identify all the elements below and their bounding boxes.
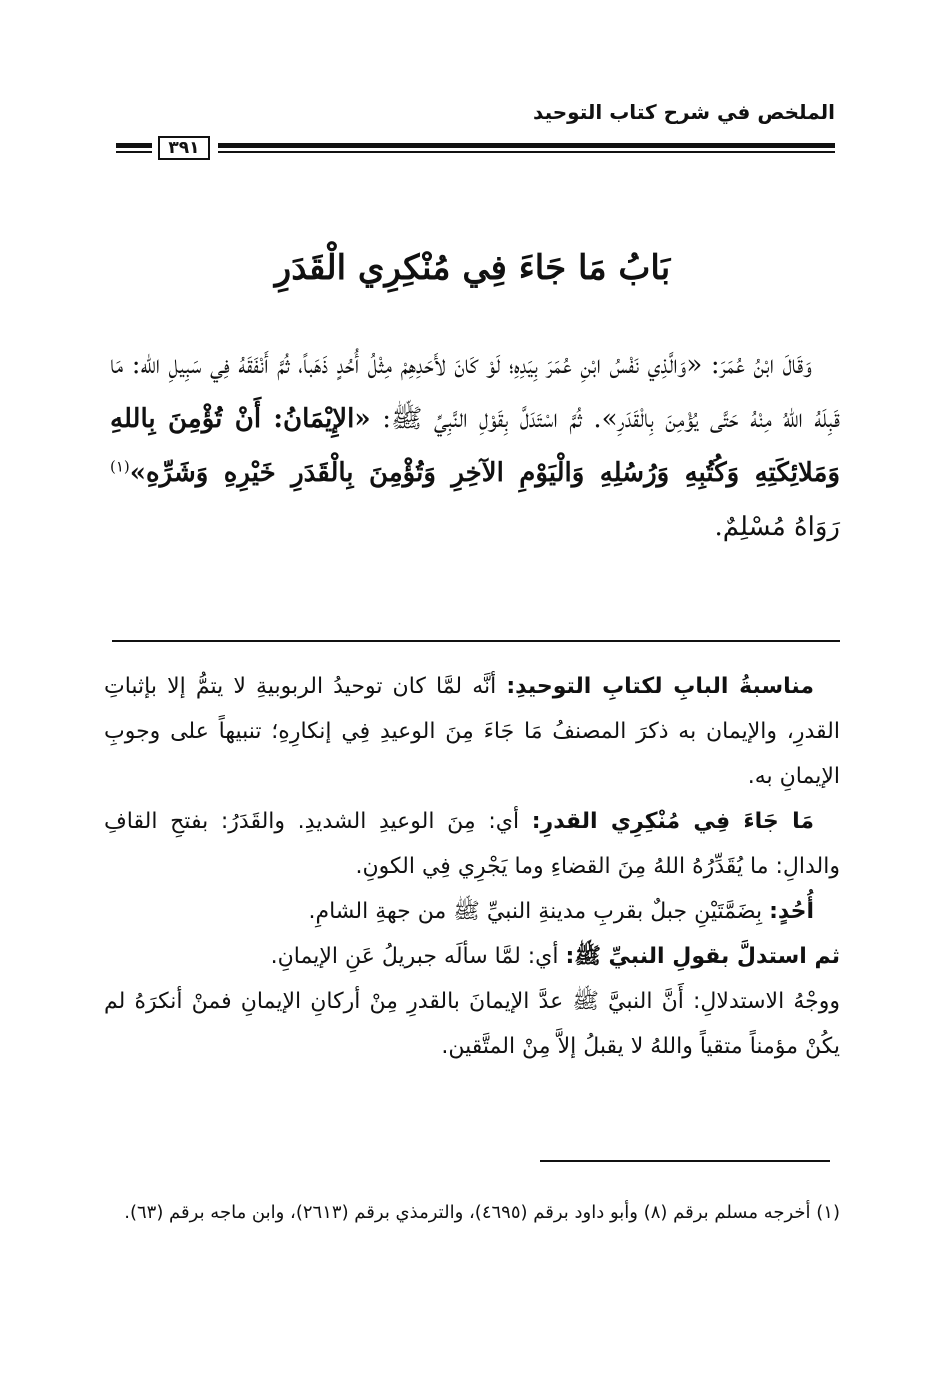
page-number-box: ٣٩١ <box>158 136 210 160</box>
header-rule-thin <box>218 151 835 153</box>
footnote: (١) أخرجه مسلم برقم (٨) وأبو داود برقم (٤٦٩٥)، والترمذي برقم (٢٦١٣)، وابن ماجه برقم (٦٣). <box>124 1202 840 1223</box>
matn-ending: رَوَاهُ مُسْلِمٌ. <box>714 512 840 542</box>
footnote-divider <box>540 1160 830 1162</box>
matn-text <box>110 338 840 554</box>
commentary-paragraph <box>104 889 840 934</box>
matn-hadith: «الإِيْمَانُ: أَنْ تُؤْمِنَ بِاللهِ وَمَلائِكَتِهِ وَكُتُبِهِ وَرُسُلِهِ وَالْيَوْمِ الآخِرِ وَتُؤْمِنَ بِالْقَدَرِ خَيْرِهِ وَشَرِّهِ» <box>110 404 840 488</box>
commentary-text: أي: مِنَ الوعيدِ الشديدِ. والقَدَرُ: بفتحِ القافِ والدالِ: ما يُقَدِّرُهُ اللهُ مِنَ القضاءِ وما يَجْرِي فِي الكونِ. <box>104 809 840 879</box>
running-title: الملخص في شرح كتاب التوحيد <box>533 100 835 124</box>
commentary-paragraph <box>104 979 840 1069</box>
header-rule-left-thin <box>116 151 152 153</box>
commentary-paragraph <box>104 934 840 979</box>
header-rule-left-thick <box>116 143 152 148</box>
chapter-title: بَابُ مَا جَاءَ فِي مُنْكِرِي الْقَدَرِ <box>274 248 671 288</box>
header-rule-thick <box>218 143 835 148</box>
commentary-term: أُحُدٍ: <box>769 899 814 924</box>
commentary-text: أنَّه لمَّا كان توحيدُ الربوبيةِ لا يتمُّ إلا بإثباتِ القدرِ، والإيمان به ذكرَ المصنفُ مَا جَاءَ مِنَ الوعيدِ فِي إنكارِهِ؛ تنبيهاً على وجوبِ الإيمانِ به. <box>104 674 840 789</box>
commentary-text: أي: لمَّا سألَه جبريلُ عَنِ الإيمانِ. <box>270 944 566 969</box>
section-divider <box>112 640 840 642</box>
commentary-paragraph <box>104 664 840 799</box>
commentary-term: مناسبةُ البابِ لكتابِ التوحيدِ: <box>506 674 814 699</box>
commentary-paragraph <box>104 799 840 889</box>
footnote-reference: (١) <box>110 457 130 476</box>
matn-part1: وَقَالَ ابْنُ عُمَرَ: «وَالَّذِي نَفْسُ ابْنِ عُمَرَ بِيَدِهِ؛ لَوْ كَانَ لأَحَدِهِمْ مِثْلُ أُحُدٍ ذَهَباً، ثُمَّ أَنْفَقَهُ فِي سَبِيلِ الله: مَا قَبِلَهُ اللهُ مِنْهُ حَتَّى يُؤْمِنَ بِالْقَدَرِ». ثُمَّ اسْتَدَلَّ بِقَوْلِ النَّبِيِّ ﷺ: <box>110 350 841 434</box>
commentary <box>104 664 840 1069</box>
commentary-text: بِضَمَّتَيْنِ جبلٌ بقربِ مدينةِ النبيِّ ﷺ من جهةِ الشامِ. <box>308 899 770 924</box>
commentary-text: ووجْهُ الاستدلالِ: أَنَّ النبيَّ ﷺ عدَّ الإيمانَ بالقدرِ مِنْ أركانِ الإيمانِ فمنْ أنكرَهُ لم يكُنْ مؤمناً متقياً واللهُ لا يقبلُ إلاَّ مِنْ المتَّقين. <box>104 989 840 1059</box>
commentary-term: مَا جَاءَ فِي مُنْكِرِي القدرِ: <box>531 809 814 834</box>
commentary-term: ثم استدلَّ بقولِ النبيِّ ﷺ: <box>565 944 840 969</box>
